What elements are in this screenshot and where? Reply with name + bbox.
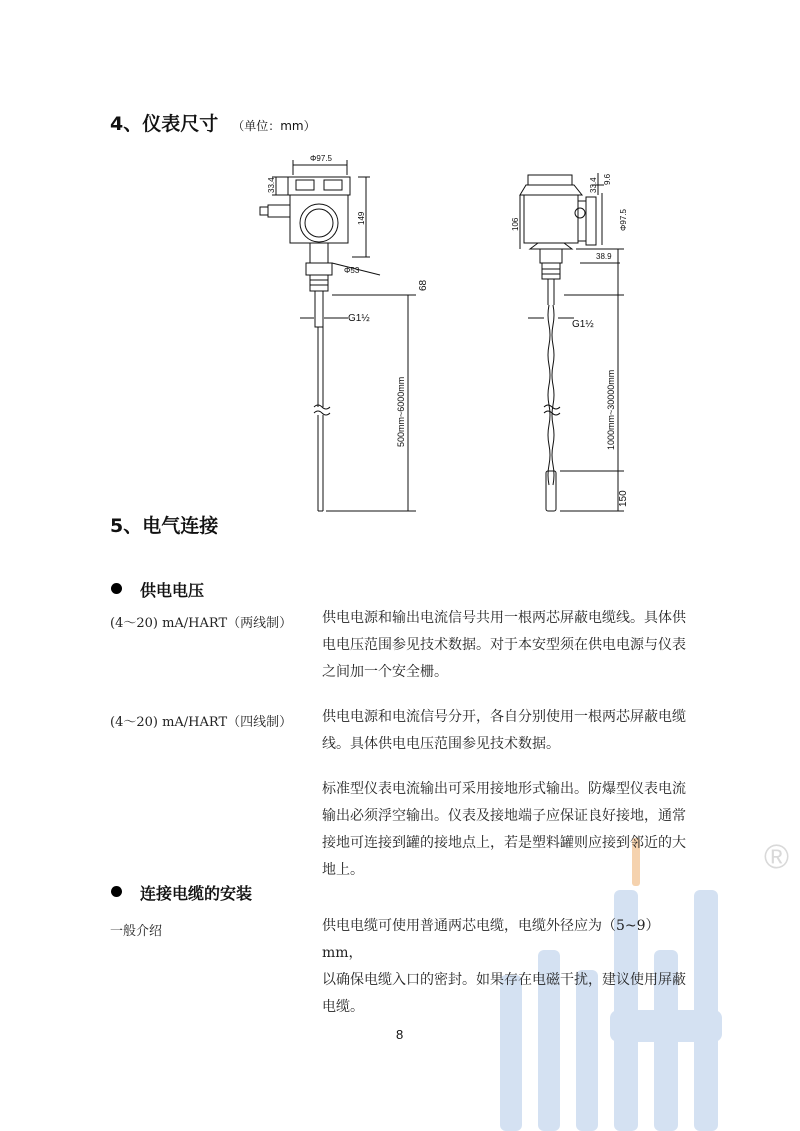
subsection-cable-title: 连接电缆的安装 (140, 884, 253, 903)
right-h-top: 33.4 (589, 177, 598, 193)
cable-item-label: 一般介绍 (110, 924, 163, 939)
left-probe-length: 500mm~6000mm (396, 376, 406, 447)
right-dia-side: Φ97.5 (619, 209, 628, 231)
right-thread: G1½ (572, 319, 594, 330)
page-number: 8 (396, 1027, 404, 1042)
right-cable-length: 1000mm~30000mm (606, 369, 616, 450)
power-item-2-text: 供电电源和电流信号分开，各自分别使用一根两芯屏蔽电缆 线。具体供电电压范围参见技术数据。 (322, 709, 686, 752)
right-neck: 68 (418, 279, 429, 291)
left-device-drawing (260, 160, 416, 511)
section-4-heading (110, 109, 316, 136)
power-item-1-label: (4～20) mA/HART（两线制） (110, 616, 293, 631)
subsection-power-title: 供电电压 (140, 581, 205, 600)
right-device-drawing (520, 173, 624, 511)
power-item-2-label: (4～20) mA/HART（四线制） (110, 715, 293, 730)
right-w-bottom: 38.9 (596, 252, 612, 261)
power-item-1-text: 供电电源和输出电流信号共用一根两芯屏蔽电缆线。具体供 电电压范围参见技术数据。对于本安型须在供电电源与仪表 之间加一个安全栅。 (322, 610, 686, 680)
bullet-icon (111, 886, 122, 897)
right-weight: 150 (618, 490, 629, 507)
left-h-top: 33.4 (267, 177, 276, 193)
section-5-heading: 5、电气连接 (110, 515, 219, 537)
unit-note: （单位：mm） (232, 119, 316, 133)
dimension-drawing (230, 145, 650, 515)
cable-item-text: 供电电缆可使用普通两芯电缆，电缆外径应为（5~9）mm， 以确保电缆入口的密封。如果存在电磁干扰，建议使用屏蔽 电缆。 (322, 918, 686, 1015)
grounding-text: 标准型仪表电流输出可采用接地形式输出。防爆型仪表电流 输出必须浮空输出。仪表及接地端子应保证良好接地，通常 接地可连接到罐的接地点上，若是塑料罐则应接到邻近的大 地上。 (322, 781, 686, 878)
left-h-body: 149 (357, 211, 366, 225)
left-dia-neck: Φ53 (344, 266, 360, 275)
section-4-title: 4、仪表尺寸 (110, 113, 219, 135)
left-dia-top: Φ97.5 (310, 154, 332, 163)
right-h-cap: 9.6 (603, 173, 612, 185)
left-thread: G1½ (348, 313, 370, 324)
bullet-icon (111, 583, 122, 594)
registered-mark: ® (764, 838, 790, 876)
right-h-left: 106 (511, 217, 520, 231)
